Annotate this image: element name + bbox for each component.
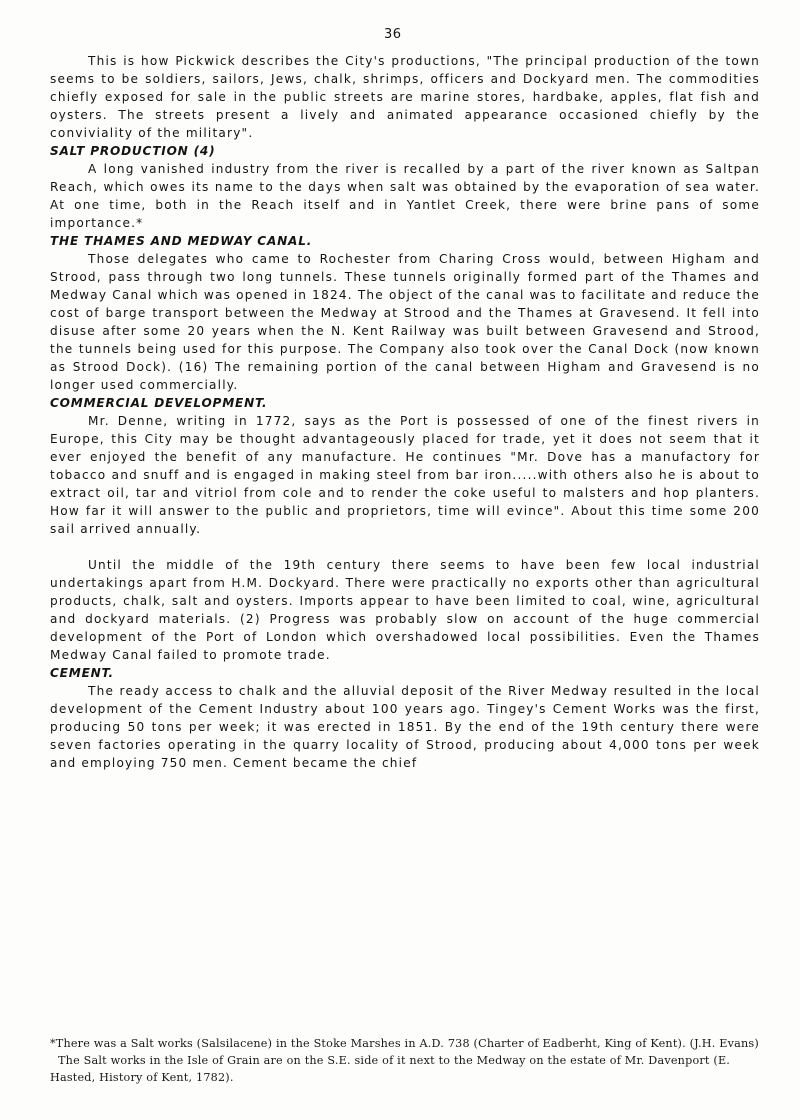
cement-paragraph: The ready access to chalk and the alluvial deposit of the River Medway resulted in the local development of the Cement Industry about 100 years ago. Tingey's Cement Works was the first, producing 50 tons per week; it was erected in 1851. By the end of the 19th century there were seven factories operating in the quarry locality of Strood, producing about 4,000 tons per week and employing 750 men. Cement became the chief <box>50 684 760 770</box>
section-heading-canal: THE THAMES AND MEDWAY CANAL. <box>50 234 313 248</box>
section-heading-salt-production: SALT PRODUCTION (4) <box>50 144 216 158</box>
canal-paragraph: Those delegates who came to Rochester from Charing Cross would, between Higham and Strood, pass through two long tunnels. These tunnels originally formed part of the Thames and Medway Canal which was opened in 1824. The object of the canal was to facilitate and reduce the cost of barge transport between the Medway at Strood and the Thames at Gravesend. It fell into disuse after some 20 years when the N. Kent Railway was built between Gravesend and Strood, the tunnels being used for this purpose. The Company also took over the Canal Dock (now known as Strood Dock). (16) The remaining portion of the canal between Higham and Gravesend is no longer used commercially. <box>50 252 760 392</box>
commercial-paragraph-1: Mr. Denne, writing in 1772, says as the Port is possessed of one of the finest rivers in Europe, this City may be thought advantageously placed for trade, yet it does not seem that it ever enjoyed the benefit of any manufacture. He continues "Mr. Dove has a manufactory for tobacco and snuff and is engaged in making steel from bar iron.....with others also he is about to extract oil, tar and vitriol from cole and to render the coke useful to malsters and hop planters. How far it will answer to the public and proprietors, time will evince". About this time some 200 sail arrived annually. <box>50 414 760 536</box>
footnote-line-2: The Salt works in the Isle of Grain are on the S.E. side of it next to the Medway on the estate of Mr. Davenport (E. Hasted, History of Kent, 1782). <box>50 1054 731 1084</box>
footnote-line-1: *There was a Salt works (Salsilacene) in the Stoke Marshes in A.D. 738 (Charter of Eadberht, King of Kent). (J.H. Evans) <box>50 1037 759 1050</box>
footnote <box>50 1035 770 1086</box>
section-heading-cement: CEMENT. <box>50 666 114 680</box>
section-heading-commercial-development: COMMERCIAL DEVELOPMENT. <box>50 396 268 410</box>
salt-production-paragraph: A long vanished industry from the river is recalled by a part of the river known as Saltpan Reach, which owes its name to the days when salt was obtained by the evaporation of sea water. At one time, both in the Reach itself and in Yantlet Creek, there were brine pans of some importance.* <box>50 162 760 230</box>
page-number: 36 <box>384 27 402 42</box>
page-body <box>50 52 760 772</box>
intro-paragraph: This is how Pickwick describes the City's productions, "The principal production of the town seems to be soldiers, sailors, Jews, chalk, shrimps, officers and Dockyard men. The commodities chiefly exposed for sale in the public streets are marine stores, hardbake, apples, flat fish and oysters. The streets present a lively and animated appearance occasioned chiefly by the conviviality of the military". <box>50 54 760 140</box>
commercial-paragraph-2: Until the middle of the 19th century there seems to have been few local industrial undertakings apart from H.M. Dockyard. There were practically no exports other than agricultural products, chalk, salt and oysters. Imports appear to have been limited to coal, wine, agricultural and dockyard materials. (2) Progress was probably slow on account of the huge commercial development of the Port of London which overshadowed local possibilities. Even the Thames Medway Canal failed to promote trade. <box>50 558 760 662</box>
